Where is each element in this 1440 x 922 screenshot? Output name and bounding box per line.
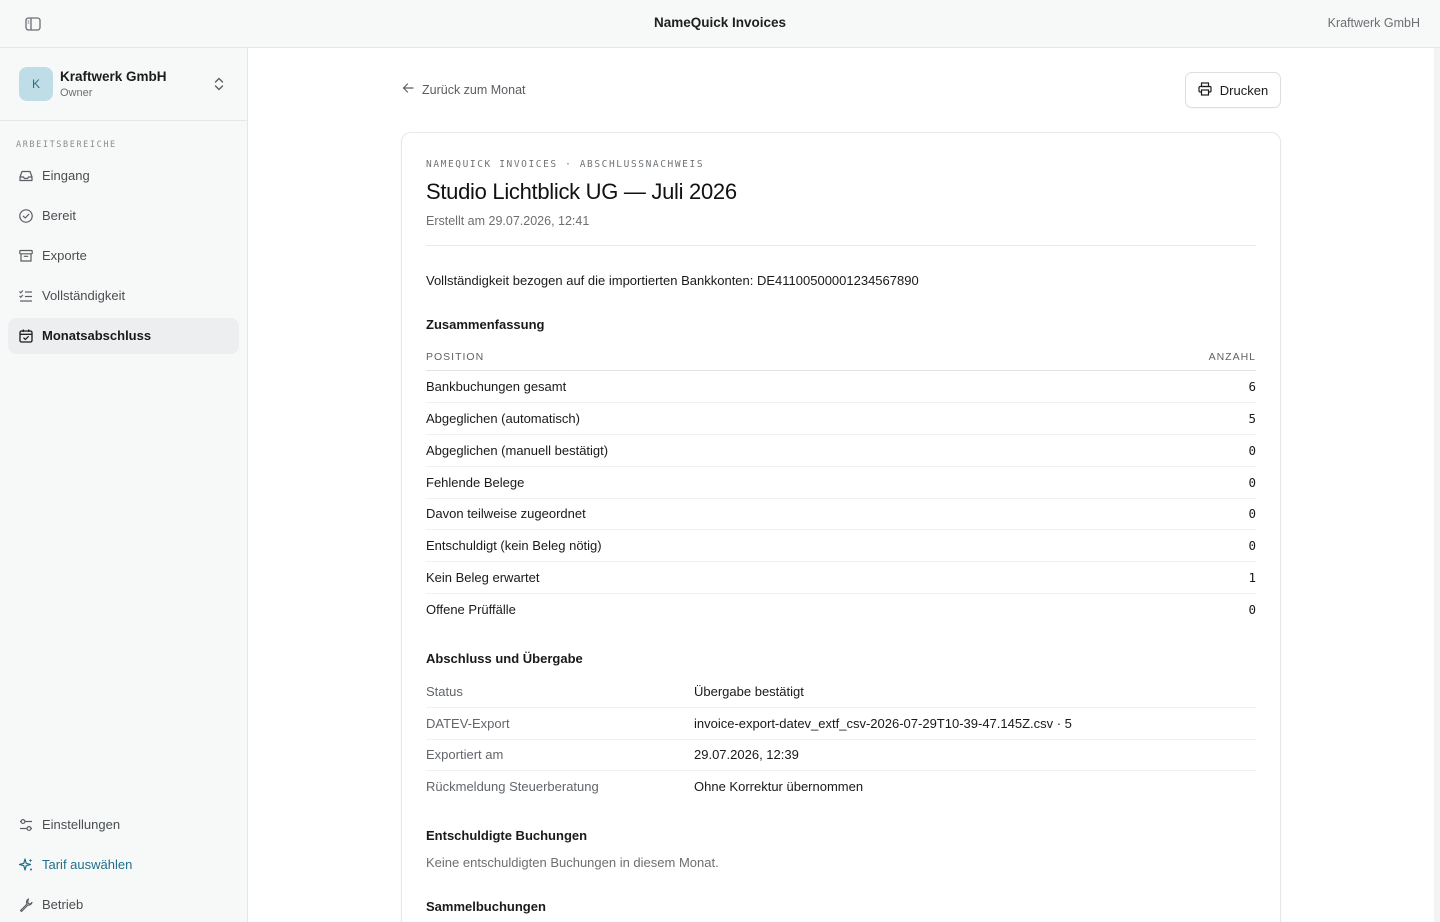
handover-row [426, 708, 1256, 740]
sidebar-item-label: Tarif auswählen [42, 857, 133, 872]
row-value: 29.07.2026, 12:39 [694, 747, 799, 762]
sidebar-item-label: Betrieb [42, 897, 84, 912]
print-button[interactable] [1185, 72, 1281, 108]
row-label: Abgeglichen (automatisch) [426, 411, 580, 426]
row-label: Kein Beleg erwartet [426, 570, 540, 585]
sidebar-item-label: Einstellungen [42, 817, 121, 832]
back-link-label: Zurück zum Monat [422, 82, 526, 97]
sidebar-item-bereit[interactable] [8, 198, 239, 234]
report-created-date: Erstellt am 29.07.2026, 12:41 [426, 214, 590, 228]
back-to-month-link[interactable] [402, 82, 526, 97]
row-label: Status [426, 684, 463, 699]
sidebar-item-einstellungen[interactable] [8, 807, 239, 843]
handover-row [426, 771, 1256, 803]
sidebar-item-label: Bereit [42, 208, 76, 223]
divider [426, 245, 1256, 246]
row-value: 0 [1248, 506, 1256, 521]
sliders-icon [18, 817, 34, 833]
row-value: 5 [1248, 411, 1256, 426]
row-value: 0 [1248, 475, 1256, 490]
sidebar-item-exporte[interactable] [8, 238, 239, 274]
table-row [426, 371, 1256, 403]
sidebar-item-label: Vollständigkeit [42, 288, 126, 303]
org-switcher[interactable] [0, 48, 247, 121]
row-value: Übergabe bestätigt [694, 684, 804, 699]
org-role: Owner [60, 87, 93, 99]
scrollbar[interactable] [1434, 48, 1440, 922]
row-value: 1 [1248, 570, 1256, 585]
column-header-position: POSITION [426, 351, 485, 363]
excused-empty-note: Keine entschuldigten Buchungen in diesem Monat. [426, 855, 719, 870]
row-label: Rückmeldung Steuerberatung [426, 779, 599, 794]
row-label: Exportiert am [426, 747, 504, 762]
excused-heading: Entschuldigte Buchungen [426, 828, 588, 843]
sidebar-item-eingang[interactable] [8, 158, 239, 194]
header-org-name: Kraftwerk GmbH [1327, 16, 1420, 30]
sidebar-item-label: Exporte [42, 248, 87, 263]
row-value: Ohne Korrektur übernommen [694, 779, 864, 794]
row-label: Davon teilweise zugeordnet [426, 506, 586, 521]
check-circle-icon [18, 208, 34, 224]
section-label-workspaces: ARBEITSBEREICHE [16, 140, 117, 150]
row-value: 0 [1248, 443, 1256, 458]
row-label: Bankbuchungen gesamt [426, 379, 567, 394]
handover-row [426, 739, 1256, 771]
sidebar-item-tarif[interactable] [8, 847, 239, 883]
main-content [248, 48, 1440, 922]
top-bar [0, 0, 1440, 48]
wrench-icon [18, 897, 34, 913]
sidebar [0, 48, 248, 922]
completeness-note: Vollständigkeit bezogen auf die importierten Bankkonten: DE41100500001234567890 [426, 273, 919, 288]
inbox-icon [18, 168, 34, 184]
table-row [426, 467, 1256, 499]
sidebar-item-betrieb[interactable] [8, 887, 239, 922]
row-value: 0 [1248, 602, 1256, 617]
row-label: DATEV-Export [426, 716, 510, 731]
sidebar-item-vollstaendigkeit[interactable] [8, 278, 239, 314]
row-label: Abgeglichen (manuell bestätigt) [426, 443, 609, 458]
table-row [426, 435, 1256, 467]
sparkles-icon [18, 857, 34, 873]
printer-icon [1198, 82, 1212, 99]
handover-heading: Abschluss und Übergabe [426, 651, 583, 666]
print-button-label: Drucken [1219, 82, 1269, 98]
handover-row [426, 676, 1256, 708]
org-name: Kraftwerk GmbH [60, 69, 167, 84]
chevron-up-down-icon [211, 75, 227, 93]
summary-table-header [426, 349, 1256, 371]
report-title: Studio Lichtblick UG — Juli 2026 [426, 179, 737, 204]
sidebar-item-label: Eingang [42, 168, 90, 183]
row-value: 6 [1248, 379, 1256, 394]
sidebar-item-label: Monatsabschluss [42, 328, 152, 343]
app-title: NameQuick Invoices [653, 15, 787, 30]
table-row [426, 530, 1256, 562]
sidebar-item-monatsabschluss[interactable] [8, 318, 239, 354]
report-card [401, 132, 1281, 922]
row-value: 0 [1248, 538, 1256, 553]
collective-heading: Sammelbuchungen [426, 899, 546, 914]
row-label: Fehlende Belege [426, 475, 525, 490]
row-label: Offene Prüffälle [426, 602, 516, 617]
row-value: invoice-export-datev_extf_csv-2026-07-29T10-39-47.145Z.csv · 5 [694, 716, 1072, 731]
table-row [426, 594, 1256, 626]
summary-heading: Zusammenfassung [426, 317, 545, 332]
table-row [426, 498, 1256, 530]
org-avatar: K [19, 67, 53, 101]
archive-icon [18, 248, 34, 264]
column-header-count: ANZAHL [1208, 351, 1256, 363]
report-eyebrow: NAMEQUICK INVOICES · ABSCHLUSSNACHWEIS [426, 159, 705, 170]
row-label: Entschuldigt (kein Beleg nötig) [426, 538, 602, 553]
calendar-check-icon [18, 328, 34, 344]
arrow-left-icon [402, 82, 414, 97]
checklist-icon [18, 288, 34, 304]
table-row [426, 562, 1256, 594]
table-row [426, 403, 1256, 435]
